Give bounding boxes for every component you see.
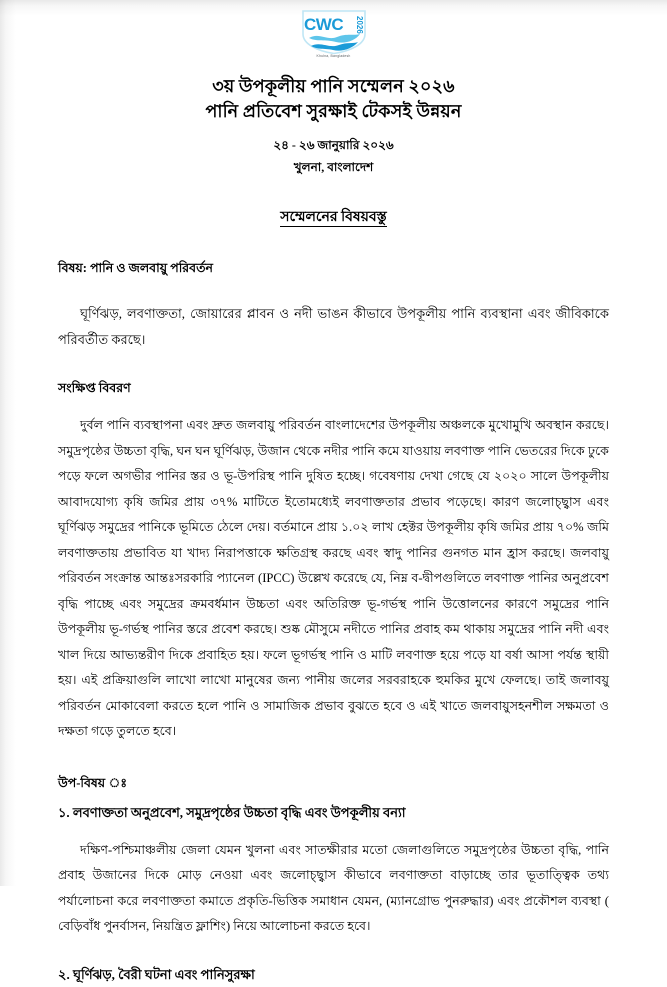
subtopic-2-heading: ২. ঘূর্ণিঝড়, বৈরী ঘটনা এবং পানিসুরক্ষা	[58, 966, 255, 982]
conference-logo	[58, 0, 609, 56]
conference-title-line-1: ৩য় উপকূলীয় পানি সম্মেলন ২০২৬	[212, 76, 455, 96]
topic-label: বিষয়: পানি ও জলবায়ু পরিবর্তন	[58, 261, 213, 275]
svg-text:2026: 2026	[354, 16, 364, 34]
svg-text:CWC: CWC	[303, 15, 343, 34]
subtopic-1-body: দক্ষিণ-পশ্চিমাঞ্চলীয় জেলা যেমন খুলনা এবং সাতক্ষীরার মতো জেলাগুলিতে সমুদ্রপৃষ্ঠের উচ্চতা বৃদ্ধি, পানি প্রবাহ উজানের দিকে মোড় নেওয়া এবং জলোচ্ছ্বাস কীভাবে লবণাক্ততা বাড়াচ্ছে তার ভূতাত্ত্বিক তথ্য পর্যালোচনা করে লবণাক্ততা কমাতে প্রকৃতি-ভিত্তিক সমাধান যেমন, (ম্যানগ্রোভ পুনরুদ্ধার) এবং প্রকৌশল ব্যবস্থা ( বেড়িবাঁধ পুনর্বাসন, নিয়ন্ত্রিত ফ্লাশিং) নিয়ে আলোচনা করতে হবে।	[58, 842, 609, 933]
summary-heading: সংক্ষিপ্ত বিবরণ	[58, 381, 131, 395]
summary-body-paragraph: দুর্বল পানি ব্যবস্থাপনা এবং দ্রুত জলবায়ু পরিবর্তন বাংলাদেশের উপকূলীয় অঞ্চলকে মুখোমুখি অবস্থান করছে। সমুদ্রপৃষ্ঠের উচ্চতা বৃদ্ধি, ঘন ঘন ঘূর্ণিঝড়, উজান থেকে নদীর পানি কমে যাওয়ায় লবণাক্ত পানি ভেতরের দিকে ঢুকে পড়ে ফলে অগভীর পানির স্তর ও ভূ-উপরিস্থ পানি দুষিত হচ্ছে। গবেষণায় দেখা গেছে যে ২০২০ সালে উপকূলীয় আবাদযোগ্য কৃষি জমির প্রায় ৩৭% মাটিতে ইতোমধ্যেই লবণাক্ততার প্রভাব পড়েছে। কারণ জলোচ্ছ্বাস এবং ঘূর্ণিঝড় সমুদ্রের পানিকে ভূমিতে ঠেলে দেয়। বর্তমানে প্রায় ১.০২ লাখ হেক্টর উপকূলীয় কৃষি জমির প্রায় ৭০% জমি লবণাক্ততায় প্রভাবিত যা খাদ্য নিরাপত্তাকে ক্ষতিগ্রস্থ করছে এবং স্বাদু পানির গুনগত মান হ্রাস করছে। জলবায়ু পরিবর্তন সংক্রান্ত আন্তঃসরকারি প্যানেল (IPCC) উল্লেখ করেছে যে, নিম্ন ব-দ্বীপগুলিতে লবণাক্ত পানির অনুপ্রবেশ বৃদ্ধি পাচ্ছে এবং সমুদ্রের ক্রমবর্ধমান উচ্চতা এবং অতিরিক্ত ভূ-গর্ভস্থ পানি উত্তোলনের কারণে সমুদ্রের পানি উপকূলীয় ভূ-গর্ভস্থ পানির স্তরে প্রবেশ করছে। শুষ্ক মৌসুমে নদীতে পানির প্রবাহ কম থাকায় সমুদ্রের পানি নদী এবং খাল দিয়ে আভ্যন্তরীণ দিকে প্রবাহিত হয়। ফলে ভূগর্ভস্থ পানি ও মাটি লবণাক্ত হয়ে পড়ে যা বর্ষা আসা পর্যন্ত স্থায়ী হয়। এই প্রক্রিয়াগুলি লাখো লাখো মানুষের জন্য পানীয় জলের সরবরাহকে হুমকির মুখে ফেলছে। তাই জলাবয়ু পরিবর্তন মোকাবেলা করতে হলে পানি ও সামাজিক প্রভাব বুঝতে হবে ও এই খাতে জলবায়ুসহনশীল সক্ষমতা ও দক্ষতা গড়ে তুলতে হবে।	[58, 418, 609, 738]
topic-intro-paragraph: ঘূর্ণিঝড়, লবণাক্ততা, জোয়ারের প্লাবন ও নদী ভাঙন কীভাবে উপকূলীয় পানি ব্যবস্থানা এবং জীবিকাকে পরিবর্তীত করছে।	[58, 306, 609, 347]
header-block	[58, 74, 609, 178]
subtopics-label: উপ-বিষয় ঃ	[58, 775, 128, 790]
logo-caption: Khulna, Bangladesh	[316, 54, 351, 58]
subtopic-1-heading: ১. লবণাক্ততা অনুপ্রবেশ, সমুদ্রপৃষ্ঠের উচ্চতা বৃদ্ধি এবং উপকূলীয় বন্যা	[58, 804, 406, 820]
section-heading-text: সম্মেলনের বিষয়বস্তু	[280, 210, 387, 225]
conference-title-line-2: পানি প্রতিবেশ সুরক্ষাই টেকসই উন্নয়ন	[205, 101, 462, 121]
conference-date: ২৪ - ২৬ জানুয়ারি ২০২৬	[273, 138, 394, 152]
section-heading	[58, 205, 609, 229]
cwc-shield-logo	[297, 8, 371, 56]
conference-location: খুলনা, বাংলাদেশ	[293, 160, 374, 174]
